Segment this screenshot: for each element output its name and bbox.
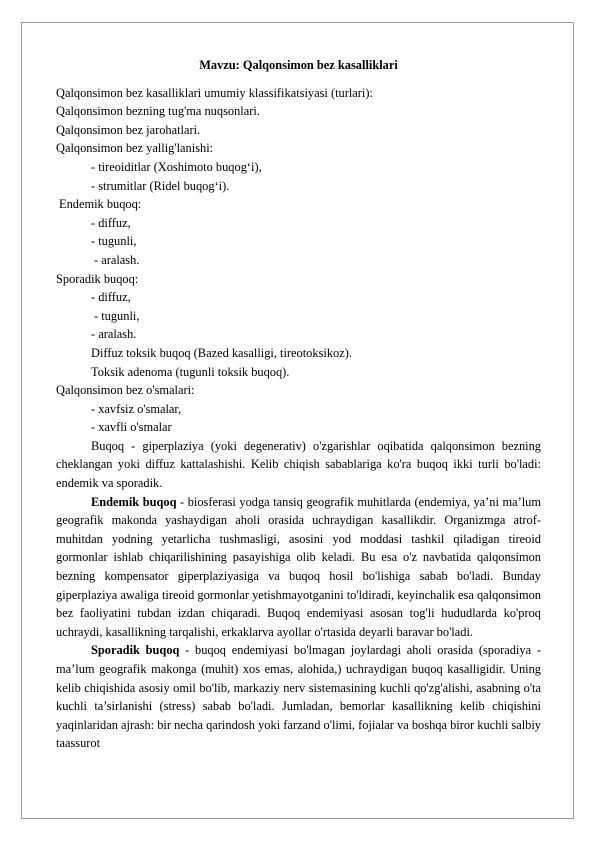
sub-list-item: - diffuz, xyxy=(91,290,131,305)
paragraph-text: - buqoq endemiyasi bo'lmagan joylardagi aholi orasida (sporadiya - ma’lum geografik makonga (muhit) xos emas, alohida,) uchraydigan buqoq kasalligidir. Uning kelib chiqishida asosiy omil bo'lib, markaziy nerv sistemasining kuchli qo'zg'alishi, asabning o'ta kuchli ta’sirlanishi (stress) sabab bo'ladi. Jumladan, bemorlar kasallikning kelib chiqishini yaqinlaridan ajrash: bir necha qarindosh yoki farzand o'limi, fojialar va boshqa biror kuchli salbiy taassurot xyxy=(56,643,541,751)
sub-list-item: - xavfsiz o'smalar, xyxy=(91,401,182,416)
list-item: Qalqonsimon bezning tug'ma nuqsonlari. xyxy=(56,104,260,119)
paragraph-buqoq xyxy=(56,437,541,493)
sub-list-item: - tireoiditlar (Xoshimoto buqog‘i), xyxy=(91,159,262,174)
document-title: Mavzu: Qalqonsimon bez kasalliklari xyxy=(199,58,398,72)
paragraph-sporadik xyxy=(56,641,541,753)
document-body xyxy=(56,56,541,753)
paragraph-text: - biosferasi yodga tansiq geografik muhitlarda (endemiya, ya’ni ma’lum geografik makonda yashaydigan aholi orasida uchraydigan kasallikdir. Organizmga atrof-muhitdan yodning yetarlicha tushmasligi, asosini yod moddasi tashkil qiladigan tireoid gormonlar ishlab chiqarilishining pasayishiga olib keladi. Bu esa o'z navbatida qalqonsimon bezning kompensator giperplaziyasiga va buqoq hosil bo'lishiga sabab bo'ladi. Bunday giperplaziya awaliga tireoid gormonlar yetishmayotganini to'ldiradi, keyinchalik esa qalqonsimon bez faoliyatini tubdan izdan chiqaradi. Buqoq endemiyasi asosan tog'li hududlarda ko'proq uchraydi, kasallikning tarqalishi, erkaklarva ayollar o'rtasida deyarli baravar bo'ladi. xyxy=(56,494,542,639)
sub-list-item: - xavfli o'smalar xyxy=(91,420,172,435)
sub-list-item: - tugunli, xyxy=(91,234,137,249)
sub-list-item: - aralash. xyxy=(94,252,140,267)
paragraph-text: Buqoq - giperplaziya (yoki degenerativ) o'zgarishlar oqibatida qalqonsimon bezning cheklangan yoki diffuz kattalashishi. Kelib chiqish sabablariga ko'ra buqoq ikki turli bo'ladi: endemik va sporadik. xyxy=(56,438,541,491)
sub-list-item: Toksik adenoma (tugunli toksik buqoq). xyxy=(91,364,290,379)
sub-list-item: Diffuz toksik buqoq (Bazed kasalligi, tireotoksikoz). xyxy=(91,345,352,360)
paragraph-lead: Sporadik buqoq xyxy=(91,643,180,658)
sub-list-item: - tugunli, xyxy=(94,308,140,323)
paragraph-lead: Endemik buqoq xyxy=(91,494,177,509)
list-item: Qalqonsimon bez yallig'lanishi: xyxy=(56,141,214,156)
classification-heading: Qalqonsimon bez kasalliklari umumiy klassifikatsiyasi (turlari): xyxy=(56,85,373,100)
sub-list-item: - diffuz, xyxy=(91,215,131,230)
list-item: Sporadik buqoq: xyxy=(56,271,139,286)
paragraph-endemik xyxy=(56,493,541,642)
sub-list-item: - aralash. xyxy=(91,327,137,342)
list-item: Qalqonsimon bez o'smalari: xyxy=(56,383,195,398)
sub-list-item: - strumitlar (Ridel buqog‘i). xyxy=(91,178,230,193)
list-item: Qalqonsimon bez jarohatlari. xyxy=(56,122,201,137)
list-item: Endemik buqoq: xyxy=(59,197,142,212)
